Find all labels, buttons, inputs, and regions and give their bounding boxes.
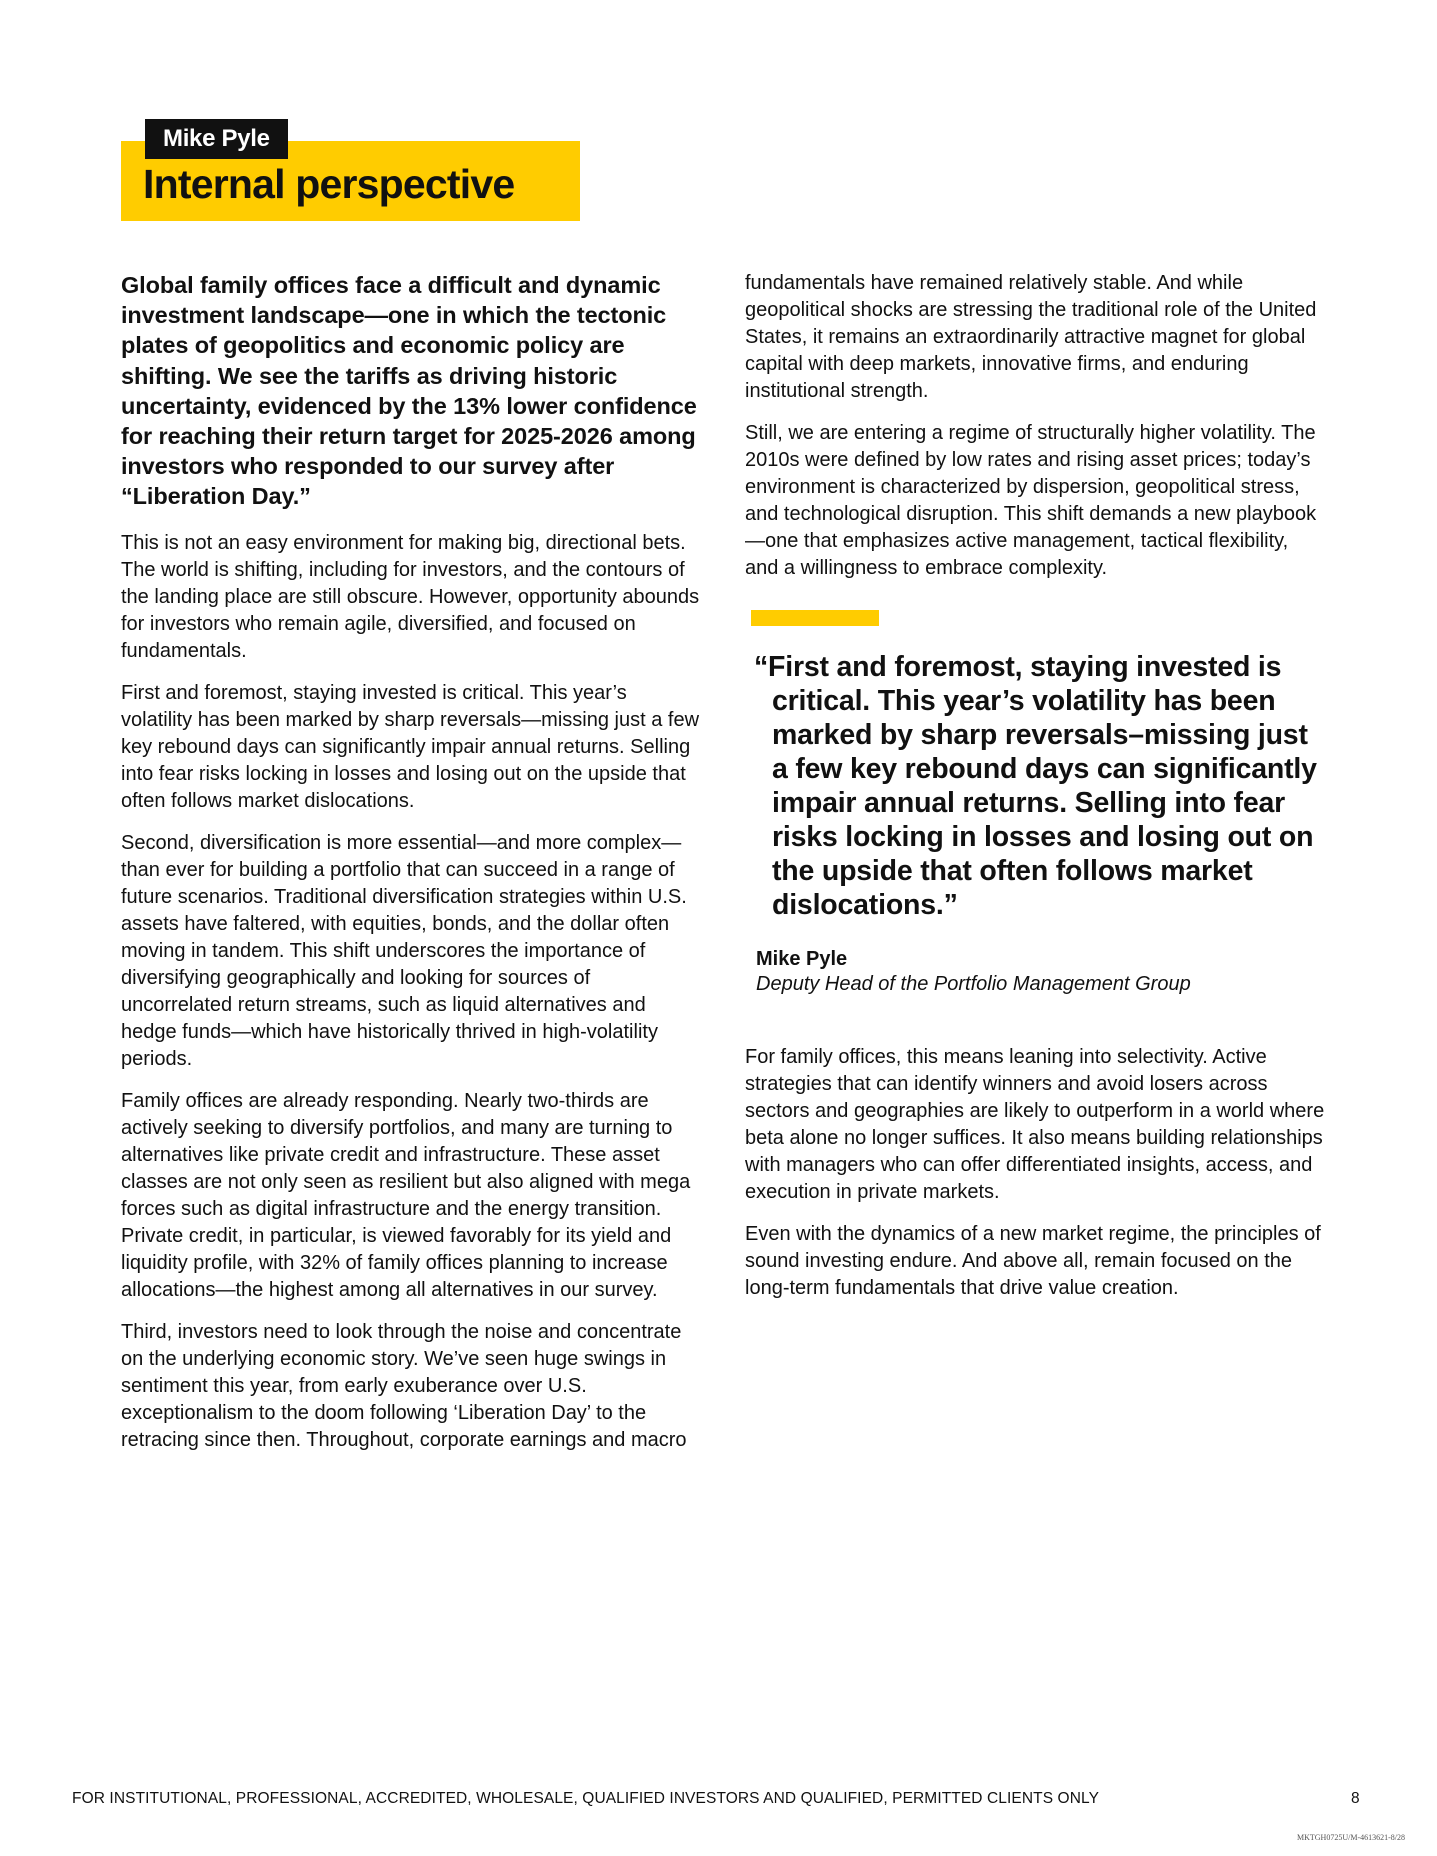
right-column — [745, 270, 1325, 1317]
body-paragraph: Third, investors need to look through the noise and concentrate on the underlying economic story. We’ve seen huge swings in sentiment this year, from early exuberance over U.S. exceptionalism to the doom following ‘Liberation Day’ to the retracing since then. Throughout, corporate earnings and macro — [121, 1320, 687, 1451]
footer-disclaimer: FOR INSTITUTIONAL, PROFESSIONAL, ACCREDITED, WHOLESALE, QUALIFIED INVESTORS AND QUALIFIED, PERMITTED CLIENTS ONLY — [72, 1790, 1100, 1807]
page-number: 8 — [1351, 1790, 1360, 1807]
body-paragraph: Even with the dynamics of a new market regime, the principles of sound investing endure. And above all, remain focused on the long-term fundamentals that drive value creation. — [745, 1223, 1321, 1299]
body-paragraph: Second, diversification is more essential—and more complex—than ever for building a portfolio that can succeed in a range of future scenarios. Traditional diversification strategies within U.S. assets have faltered, with equities, bonds, and the dollar often moving in tandem. This shift underscores the importance of diversifying geographically and looking for sources of uncorrelated return streams, such as liquid alternatives and hedge funds—which have historically thrived in high-volatility periods. — [121, 831, 687, 1070]
document-code: MKTGH0725U/M-4613621-8/28 — [1297, 1833, 1405, 1842]
quote-author-role: Deputy Head of the Portfolio Management Group — [756, 973, 1191, 995]
author-tag: Mike Pyle — [145, 119, 288, 159]
page-title: Internal perspective — [143, 161, 515, 207]
body-paragraph: fundamentals have remained relatively stable. And while geopolitical shocks are stressing the traditional role of the United States, it remains an extraordinarily attractive magnet for global capital with deep markets, innovative firms, and enduring institutional strength. — [745, 272, 1317, 402]
quote-author: Mike Pyle — [756, 948, 848, 970]
quote-accent-rule — [751, 610, 879, 626]
body-paragraph: This is not an easy environment for making big, directional bets. The world is shifting, including for investors, and the contours of the landing place are still obscure. However, opportunity abounds for investors who remain agile, diversified, and focused on fundamentals. — [121, 531, 700, 662]
body-paragraph: Still, we are entering a regime of structurally higher volatility. The 2010s were defined by low rates and rising asset prices; today’s environment is characterized by dispersion, geopolitical stress, and technological disruption. This shift demands a new playbook—one that emphasizes active management, tactical flexibility, and a willingness to embrace complexity. — [745, 422, 1317, 579]
body-paragraph: For family offices, this means leaning into selectivity. Active strategies that can identify winners and avoid losers across sectors and geographies are likely to outperform in a world where beta alone no longer suffices. It also means building relationships with managers who can offer differentiated insights, access, and execution in private markets. — [745, 1046, 1325, 1203]
body-paragraph: First and foremost, staying invested is critical. This year’s volatility has been marked by sharp reversals—missing just a few key rebound days can significantly impair annual returns. Selling into fear risks locking in losses and losing out on the upside that often follows market dislocations. — [121, 681, 700, 812]
lead-paragraph: Global family offices face a difficult and dynamic investment landscape—one in which the tectonic plates of geopolitics and economic policy are shifting. We see the tariffs as driving historic uncertainty, evidenced by the 13% lower confidence for reaching their return target for 2025-2026 among investors who responded to our survey after “Liberation Day.” — [121, 272, 697, 510]
body-paragraph: Family offices are already responding. Nearly two-thirds are actively seeking to diversify portfolios, and many are turning to alternatives like private credit and infrastructure. These asset classes are not only seen as resilient but also aligned with mega forces such as digital infrastructure and the energy transition. Private credit, in particular, is viewed favorably for its yield and liquidity profile, with 32% of family offices planning to increase allocations—the highest among all alternatives in our survey. — [121, 1089, 691, 1301]
pull-quote: “First and foremost, staying invested is critical. This year’s volatility has been marked by sharp reversals–missing just a few key rebound days can significantly impair annual returns. Selling into fear risks locking in losses and losing out on the upside that often follows market dislocations.” — [754, 651, 1317, 921]
left-column — [121, 270, 701, 1469]
